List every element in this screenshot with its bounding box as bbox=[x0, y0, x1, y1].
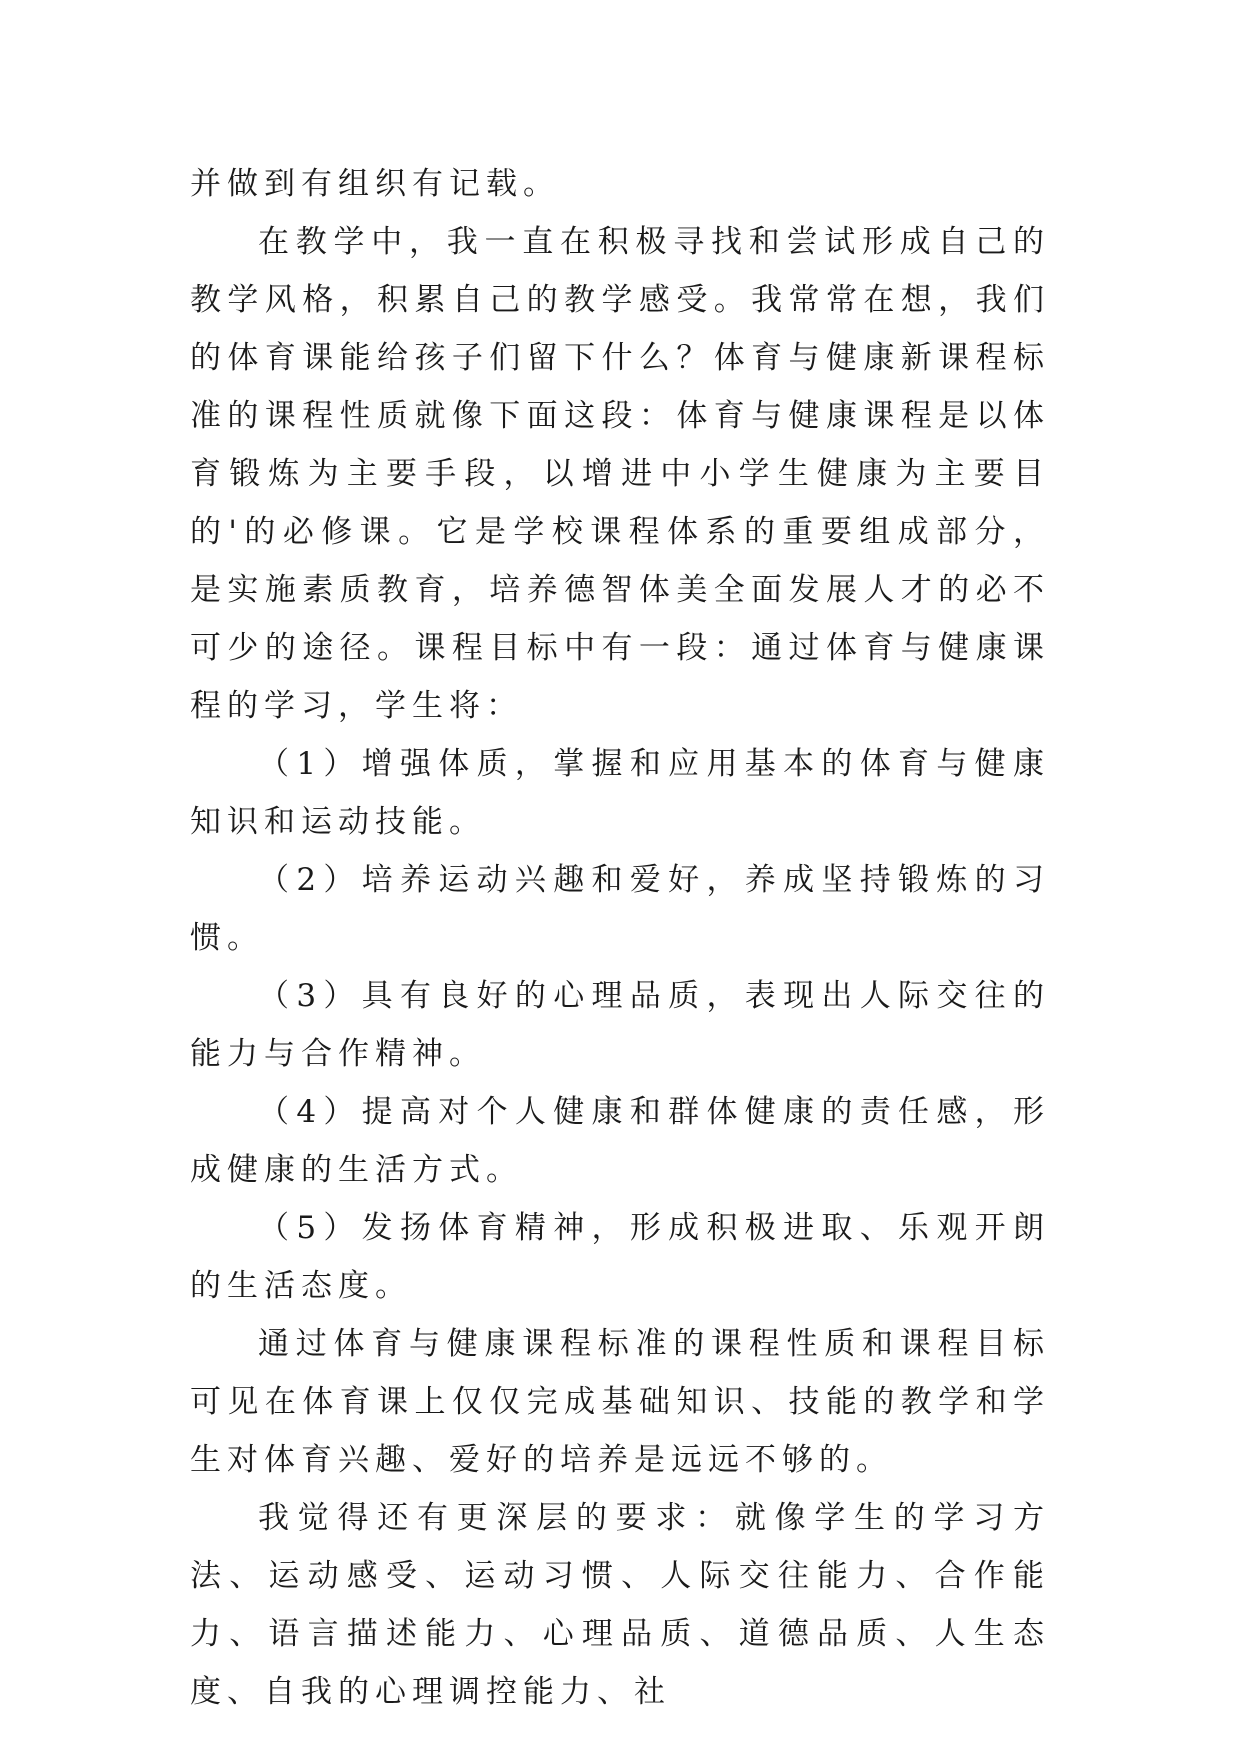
paragraph-goal-3: （3）具有良好的心理品质，表现出人际交往的能力与合作精神。 bbox=[190, 978, 1050, 1072]
paragraph-goal-1: （1）增强体质，掌握和应用基本的体育与健康知识和运动技能。 bbox=[190, 746, 1050, 840]
paragraph-goal-4: （4）提高对个人健康和群体健康的责任感，形成健康的生活方式。 bbox=[190, 1094, 1050, 1188]
paragraph-conclusion: 通过体育与健康课程标准的课程性质和课程目标可见在体育课上仅仅完成基础知识、技能的教学和学生对体育兴趣、爱好的培养是远远不够的。 bbox=[190, 1326, 1050, 1478]
paragraph-goal-2: （2）培养运动兴趣和爱好，养成坚持锻炼的习惯。 bbox=[190, 862, 1050, 956]
paragraph-goal-5: （5）发扬体育精神，形成积极进取、乐观开朗的生活态度。 bbox=[190, 1210, 1050, 1304]
body-text bbox=[190, 155, 1050, 1721]
paragraph-continuation: 并做到有组织有记载。 bbox=[190, 166, 560, 202]
paragraph-deeper-requirements: 我觉得还有更深层的要求：就像学生的学习方法、运动感受、运动习惯、人际交往能力、合作能力、语言描述能力、心理品质、道德品质、人生态度、自我的心理调控能力、社 bbox=[190, 1500, 1050, 1710]
paragraph-teaching-style: 在教学中，我一直在积极寻找和尝试形成自己的教学风格，积累自己的教学感受。我常常在想，我们的体育课能给孩子们留下什么？体育与健康新课程标准的课程性质就像下面这段：体育与健康课程是以体育锻炼为主要手段，以增进中小学生健康为主要目的'的必修课。它是学校课程体系的重要组成部分，是实施素质教育，培养德智体美全面发展人才的必不可少的途径。课程目标中有一段：通过体育与健康课程的学习，学生将： bbox=[190, 224, 1050, 724]
